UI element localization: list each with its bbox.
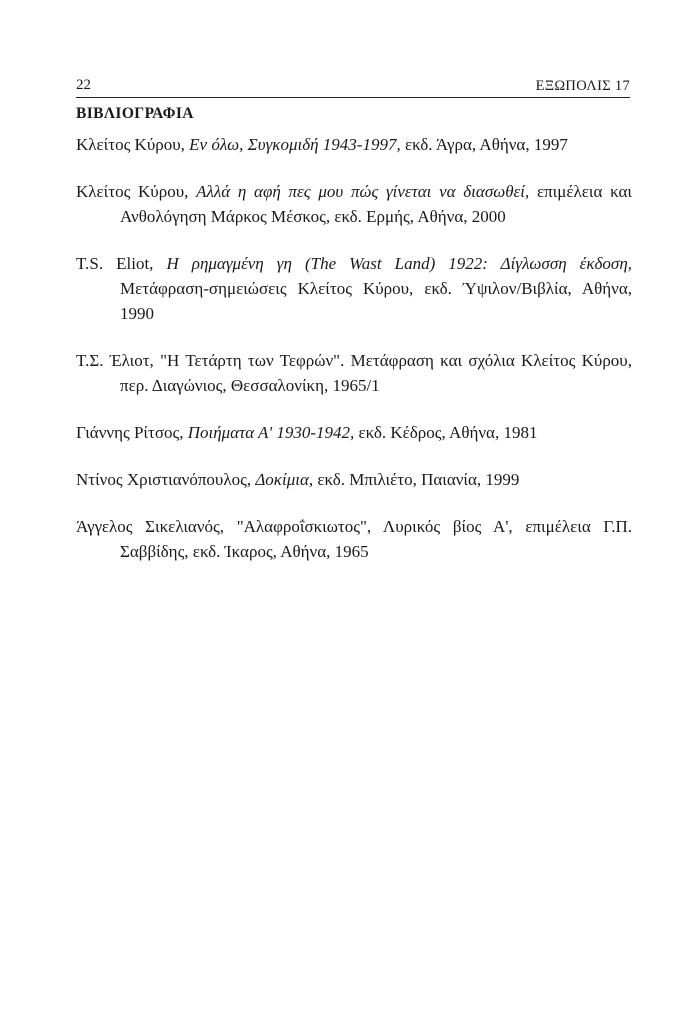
entry-author: Κλείτος Κύρου, <box>76 182 197 201</box>
entry-details: "Αλαφροΐσκιωτος", Λυρικός βίος Α', επιμέλεια Γ.Π. Σαββίδης, εκδ. Ίκαρος, Αθήνα, 1965 <box>120 517 633 561</box>
entry-author: Γιάννης Ρίτσος, <box>76 423 188 442</box>
bibliography-entry <box>76 348 632 398</box>
page-header <box>76 77 630 98</box>
entry-title: Η ρημαγμένη γη (The Wast Land) 1922: Δίγλωσση έκδοση, <box>166 254 633 273</box>
bibliography-entry <box>76 251 632 326</box>
entry-author: Άγγελος Σικελιανός, <box>76 517 237 536</box>
entry-author: Τ.Σ. Έλιοτ, <box>76 351 161 370</box>
page-number: 22 <box>76 77 91 93</box>
entry-details: εκδ. Άγρα, Αθήνα, 1997 <box>400 135 568 154</box>
bibliography-entry <box>76 132 632 157</box>
bibliography-list <box>76 132 632 586</box>
running-head: ΕΞΩΠΟΛΙΣ 17 <box>535 78 630 94</box>
bibliography-entry <box>76 467 632 492</box>
section-title: ΒΙΒΛΙΟΓΡΑΦΙΑ <box>76 105 194 122</box>
bibliography-entry <box>76 420 632 445</box>
entry-author: T.S. Eliot, <box>76 254 167 273</box>
entry-title: Ποιήματα Α' 1930-1942, <box>187 423 355 442</box>
entry-details: εκδ. Μπιλιέτο, Παιανία, 1999 <box>313 470 520 489</box>
bibliography-entry <box>76 514 632 564</box>
entry-title: Αλλά η αφή πες μου πώς γίνεται να διασωθεί, <box>196 182 530 201</box>
entry-title: Δοκίμια, <box>255 470 314 489</box>
entry-details: εκδ. Κέδρος, Αθήνα, 1981 <box>354 423 538 442</box>
entry-title: Εν όλω, Συγκομιδή 1943-1997, <box>189 135 401 154</box>
entry-details: επιμέλεια και Ανθολόγηση Μάρκος Μέσκος, εκδ. Ερμής, Αθήνα, 2000 <box>120 182 633 226</box>
entry-author: Ντίνος Χριστιανόπουλος, <box>76 470 256 489</box>
entry-details: "Η Τετάρτη των Τεφρών". Μετάφραση και σχόλια Κλείτος Κύρου, περ. Διαγώνιος, Θεσσαλονίκη, 1965/1 <box>120 351 632 395</box>
entry-details: Μετάφραση-σημειώσεις Κλείτος Κύρου, εκδ. Ύψιλον/Βιβλία, Αθήνα, 1990 <box>120 279 632 323</box>
entry-author: Κλείτος Κύρου, <box>76 135 190 154</box>
bibliography-entry <box>76 179 632 229</box>
